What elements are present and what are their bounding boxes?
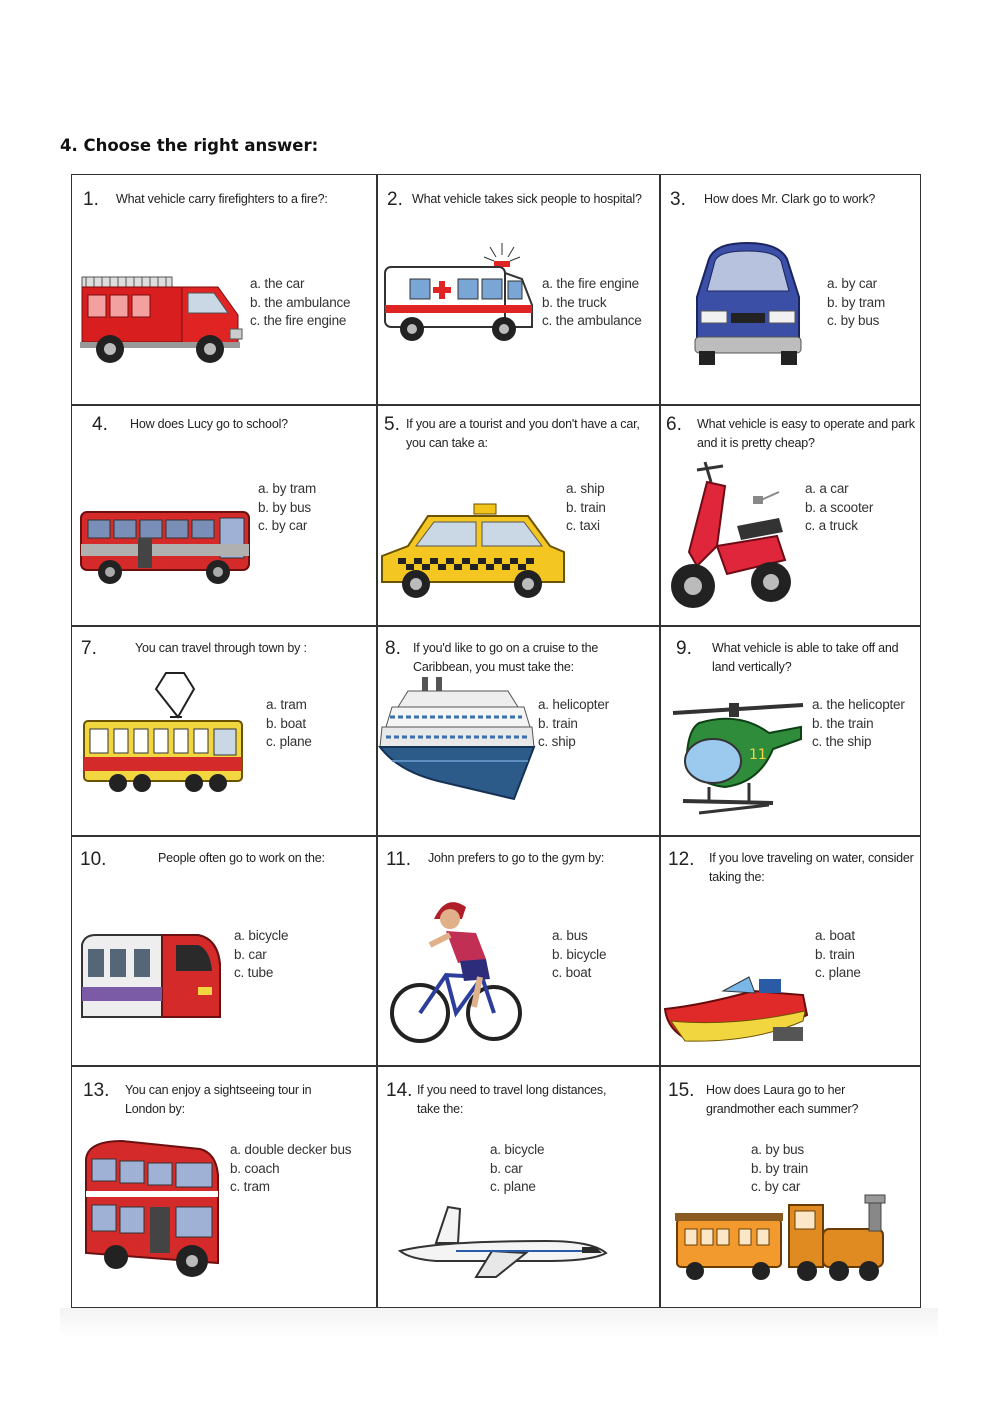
answer-options xyxy=(542,275,642,331)
question-grid xyxy=(71,174,921,1308)
question-text: How does Laura go to her grandmother each summer? xyxy=(706,1083,859,1116)
option-b[interactable]: b. bicycle xyxy=(552,946,607,962)
answer-options xyxy=(805,480,873,536)
option-c[interactable]: c. plane xyxy=(815,965,861,980)
tube-train-picture xyxy=(78,925,228,1025)
option-a[interactable]: a. by tram xyxy=(258,481,317,496)
answer-options xyxy=(266,696,312,752)
option-c[interactable]: c. by car xyxy=(258,518,308,533)
car-picture xyxy=(687,239,817,374)
question-number: 15. xyxy=(668,1080,695,1101)
fire-engine-picture xyxy=(80,257,245,367)
ship-picture xyxy=(378,671,538,811)
question-number: 8. xyxy=(385,638,401,659)
question-number: 7. xyxy=(81,638,97,659)
question-text: How does Lucy go to school? xyxy=(130,417,288,431)
question-card-12 xyxy=(659,835,922,1065)
option-c[interactable]: c. the ambulance xyxy=(542,313,642,328)
option-b[interactable]: b. by tram xyxy=(827,294,886,310)
option-a[interactable]: a. by car xyxy=(827,276,877,291)
question-card-2 xyxy=(376,175,659,404)
option-a[interactable]: a. tram xyxy=(266,697,307,712)
question-card-1 xyxy=(72,175,376,404)
question-text: If you need to travel long distances, take the: xyxy=(417,1083,607,1116)
question-text: People often go to work on the: xyxy=(158,851,325,865)
train-picture xyxy=(673,1189,905,1287)
question-number: 11. xyxy=(386,849,412,870)
option-a[interactable]: a. ship xyxy=(566,481,605,496)
question-text: How does Mr. Clark go to work? xyxy=(704,192,876,206)
option-b[interactable]: b. by bus xyxy=(258,499,311,515)
option-c[interactable]: c. tube xyxy=(234,965,274,980)
page-bottom-shadow xyxy=(60,1308,938,1338)
answer-options xyxy=(490,1141,544,1197)
option-b[interactable]: b. the ambulance xyxy=(250,294,351,310)
question-card-6 xyxy=(659,404,922,625)
option-b[interactable]: b. car xyxy=(234,946,267,962)
option-a[interactable]: a. bicycle xyxy=(490,1142,545,1157)
option-a[interactable]: a. the fire engine xyxy=(542,276,639,291)
option-c[interactable]: c. plane xyxy=(266,734,312,749)
option-a[interactable]: a. boat xyxy=(815,928,855,943)
question-text: John prefers to go to the gym by: xyxy=(428,851,605,865)
option-b[interactable]: b. a scooter xyxy=(805,499,874,515)
option-c[interactable]: c. plane xyxy=(490,1179,536,1194)
question-text: If you love traveling on water, consider taking the: xyxy=(709,851,914,884)
option-b[interactable]: b. train xyxy=(538,715,578,731)
question-card-11 xyxy=(376,835,659,1065)
question-number: 2. xyxy=(387,189,403,210)
answer-options xyxy=(234,927,288,983)
question-card-5 xyxy=(376,404,659,625)
answer-options xyxy=(258,480,316,536)
option-b[interactable]: b. train xyxy=(566,499,606,515)
option-c[interactable]: c. the ship xyxy=(812,734,872,749)
option-b[interactable]: b. by train xyxy=(751,1160,809,1176)
option-b[interactable]: b. car xyxy=(490,1160,523,1176)
question-number: 13. xyxy=(83,1080,110,1101)
option-a[interactable]: a. double decker bus xyxy=(230,1142,352,1157)
bicycle-picture xyxy=(390,889,526,1051)
option-a[interactable]: a. helicopter xyxy=(538,697,609,712)
option-c[interactable]: c. tram xyxy=(230,1179,270,1194)
option-c[interactable]: c. ship xyxy=(538,734,576,749)
tram-picture xyxy=(82,669,254,801)
option-b[interactable]: b. boat xyxy=(266,715,306,731)
option-c[interactable]: c. taxi xyxy=(566,518,600,533)
answer-options xyxy=(751,1141,808,1197)
option-a[interactable]: a. bicycle xyxy=(234,928,289,943)
question-text: What vehicle is easy to operate and park and it is pretty cheap? xyxy=(697,417,915,450)
question-card-13 xyxy=(72,1065,376,1309)
question-number: 10. xyxy=(80,849,107,870)
answer-options xyxy=(250,275,350,331)
question-text: What vehicle carry firefighters to a fire?: xyxy=(116,192,328,206)
question-card-7 xyxy=(72,625,376,835)
question-card-4 xyxy=(72,404,376,625)
option-b[interactable]: b. the train xyxy=(812,715,874,731)
question-text: You can travel through town by : xyxy=(135,641,307,655)
question-card-10 xyxy=(72,835,376,1065)
question-number: 1. xyxy=(83,189,99,210)
question-text: What vehicle is able to take off and land vertically? xyxy=(712,641,899,674)
boat-picture xyxy=(663,965,811,1055)
ambulance-picture xyxy=(382,235,537,350)
bus-picture xyxy=(78,504,253,594)
option-a[interactable]: a. a car xyxy=(805,481,849,496)
taxi-picture xyxy=(378,500,568,610)
option-c[interactable]: c. the fire engine xyxy=(250,313,347,328)
question-card-3 xyxy=(659,175,922,404)
option-c[interactable]: c. boat xyxy=(552,965,592,980)
option-c[interactable]: c. a truck xyxy=(805,518,858,533)
option-c[interactable]: c. by bus xyxy=(827,313,880,328)
double-decker-bus-picture xyxy=(82,1135,222,1279)
answer-options xyxy=(552,927,606,983)
option-a[interactable]: a. by bus xyxy=(751,1142,804,1157)
answer-options xyxy=(538,696,609,752)
scooter-picture xyxy=(667,456,797,616)
question-number: 14. xyxy=(386,1080,413,1101)
answer-options xyxy=(230,1141,351,1197)
answer-options xyxy=(815,927,861,983)
option-a[interactable]: a. the helicopter xyxy=(812,697,905,712)
answer-options xyxy=(812,696,905,752)
question-number: 6. xyxy=(666,414,682,435)
question-card-9 xyxy=(659,625,922,835)
question-card-15 xyxy=(659,1065,922,1309)
question-text: You can enjoy a sightseeing tour in London by: xyxy=(125,1083,312,1116)
question-number: 9. xyxy=(676,638,692,659)
question-text: If you are a tourist and you don't have a car, you can take a: xyxy=(406,417,640,450)
option-b[interactable]: b. coach xyxy=(230,1160,280,1176)
option-a[interactable]: a. bus xyxy=(552,928,588,943)
question-number: 12. xyxy=(668,849,695,870)
question-card-14 xyxy=(376,1065,659,1309)
answer-options xyxy=(566,480,606,536)
option-c[interactable]: c. by car xyxy=(751,1179,801,1194)
question-number: 3. xyxy=(670,189,686,210)
svg-text:11: 11 xyxy=(749,747,767,763)
question-card-8 xyxy=(376,625,659,835)
answer-options xyxy=(827,275,885,331)
question-number: 5. xyxy=(384,414,400,435)
option-b[interactable]: b. the truck xyxy=(542,294,607,310)
question-text: If you'd like to go on a cruise to the Caribbean, you must take the: xyxy=(413,641,599,674)
exercise-heading: 4. Choose the right answer: xyxy=(60,136,319,155)
plane-picture xyxy=(396,1201,612,1281)
option-b[interactable]: b. train xyxy=(815,946,855,962)
option-a[interactable]: a. the car xyxy=(250,276,305,291)
question-text: What vehicle takes sick people to hospital? xyxy=(412,192,642,206)
helicopter-picture xyxy=(669,683,809,833)
question-number: 4. xyxy=(92,414,108,435)
